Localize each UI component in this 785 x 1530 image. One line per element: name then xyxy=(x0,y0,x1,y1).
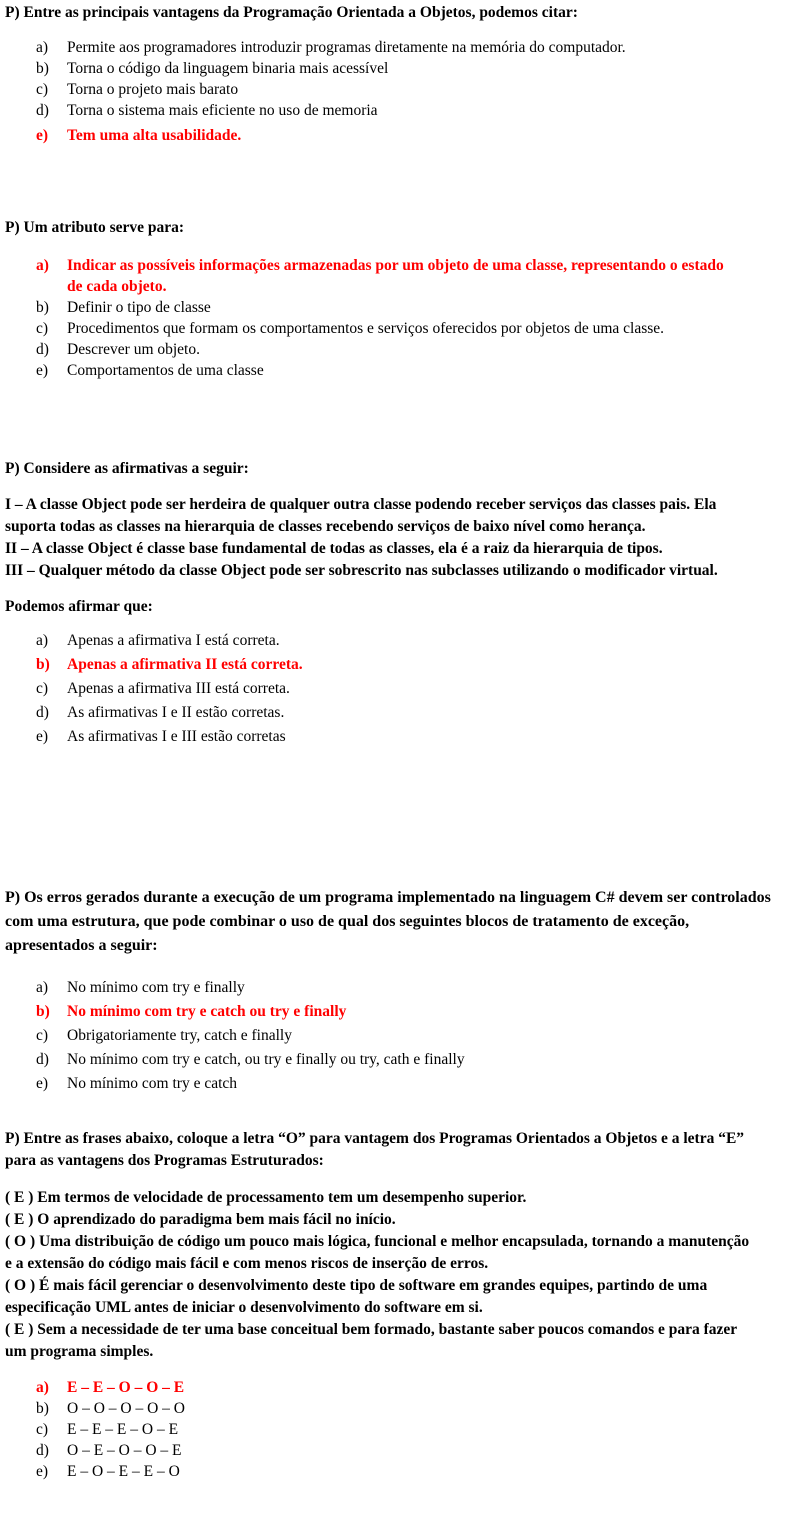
question-4 xyxy=(5,886,780,1096)
statements xyxy=(5,494,725,582)
option-list xyxy=(5,1377,780,1482)
option-a: a) No mínimo com try e finally xyxy=(36,979,245,996)
statement-5: ( E ) Sem a necessidade de ter uma base conceitual bem formado, bastante saber poucos comandos e para fazer um programa simples. xyxy=(5,1321,737,1360)
option-e: e) Comportamentos de uma classe xyxy=(36,362,264,379)
statement-1: ( E ) Em termos de velocidade de processamento tem um desempenho superior. xyxy=(5,1189,527,1206)
option-a-correct: a) E – E – O – O – E xyxy=(36,1379,185,1396)
option-a: a) Permite aos programadores introduzir programas diretamente na memória do computador. xyxy=(36,39,626,56)
option-d: d) As afirmativas I e II estão corretas. xyxy=(36,704,285,721)
option-b-correct: b) No mínimo com try e catch ou try e finally xyxy=(36,1003,347,1020)
question-title: P) Um atributo serve para: xyxy=(5,219,185,236)
question-title: P) Entre as frases abaixo, coloque a letra “O” para vantagem dos Programas Orientados a Objetos e a letra “E” para as vantagens dos Programas Estruturados: xyxy=(5,1130,745,1169)
option-e: e) No mínimo com try e catch xyxy=(36,1075,238,1092)
option-e-correct: e) Tem uma alta usabilidade. xyxy=(36,127,242,144)
option-c: c) Torna o projeto mais barato xyxy=(36,81,239,98)
option-c: c) Obrigatoriamente try, catch e finally xyxy=(36,1027,292,1044)
option-c: c) E – E – E – O – E xyxy=(36,1421,179,1438)
question-5 xyxy=(5,1128,780,1482)
option-b: b) Torna o código da linguagem binaria mais acessível xyxy=(36,60,389,77)
question-3 xyxy=(5,458,780,749)
question-title: P) Entre as principais vantagens da Programação Orientada a Objetos, podemos citar: xyxy=(5,4,578,21)
option-b: b) O – O – O – O – O xyxy=(36,1400,185,1417)
option-list xyxy=(5,629,780,749)
option-a: a) Apenas a afirmativa I está correta. xyxy=(36,632,280,649)
option-d: d) Torna o sistema mais eficiente no uso de memoria xyxy=(36,102,378,119)
statement-iii: III – Qualquer método da classe Object pode ser sobrescrito nas subclasses utilizando o modificador virtual. xyxy=(5,562,718,579)
statement-ii: II – A classe Object é classe base fundamental de todas as classes, ela é a raiz da hierarquia de tipos. xyxy=(5,540,663,557)
option-e: e) As afirmativas I e III estão corretas xyxy=(36,728,286,745)
question-subtitle: Podemos afirmar que: xyxy=(5,598,153,615)
question-1 xyxy=(5,2,780,146)
statement-3: ( O ) Uma distribuição de código um pouco mais lógica, funcional e melhor encapsulada, tornando a manutenção e a extensão do código mais fácil e com menos riscos de inserção de erros. xyxy=(5,1233,750,1272)
option-list xyxy=(5,255,780,381)
option-d: d) Descrever um objeto. xyxy=(36,341,200,358)
question-2 xyxy=(5,217,780,381)
option-c: c) Apenas a afirmativa III está correta. xyxy=(36,680,290,697)
statement-4: ( O ) É mais fácil gerenciar o desenvolvimento deste tipo de software em grandes equipes, partindo de uma especificação UML antes de iniciar o desenvolvimento do software em si. xyxy=(5,1277,708,1316)
option-b-correct: b) Apenas a afirmativa II está correta. xyxy=(36,656,303,673)
option-d: d) No mínimo com try e catch, ou try e finally ou try, cath e finally xyxy=(36,1051,465,1068)
option-d: d) O – E – O – O – E xyxy=(36,1442,182,1459)
option-b: b) Definir o tipo de classe xyxy=(36,299,211,316)
statement-i: I – A classe Object pode ser herdeira de qualquer outra classe podendo receber serviços das classes pais. Ela suporta todas as classes na hierarquia de classes recebendo serviços de baixo nível como herança. xyxy=(5,496,717,535)
option-list xyxy=(5,37,780,146)
option-list xyxy=(5,976,780,1096)
statements xyxy=(5,1187,750,1363)
option-c: c) Procedimentos que formam os comportamentos e serviços oferecidos por objetos de uma classe. xyxy=(36,320,665,337)
question-title: P) Considere as afirmativas a seguir: xyxy=(5,460,249,477)
question-title: P) Os erros gerados durante a execução de um programa implementado na linguagem C# devem ser controlados com uma estrutura, que pode combinar o uso de qual dos seguintes blocos de tratamento de exceção, apresentados a seguir: xyxy=(5,889,771,954)
statement-2: ( E ) O aprendizado do paradigma bem mais fácil no início. xyxy=(5,1211,396,1228)
option-a-correct: a) Indicar as possíveis informações armazenadas por um objeto de uma classe, representando o estado de cada objeto. xyxy=(36,257,724,295)
option-e: e) E – O – E – E – O xyxy=(36,1463,180,1480)
